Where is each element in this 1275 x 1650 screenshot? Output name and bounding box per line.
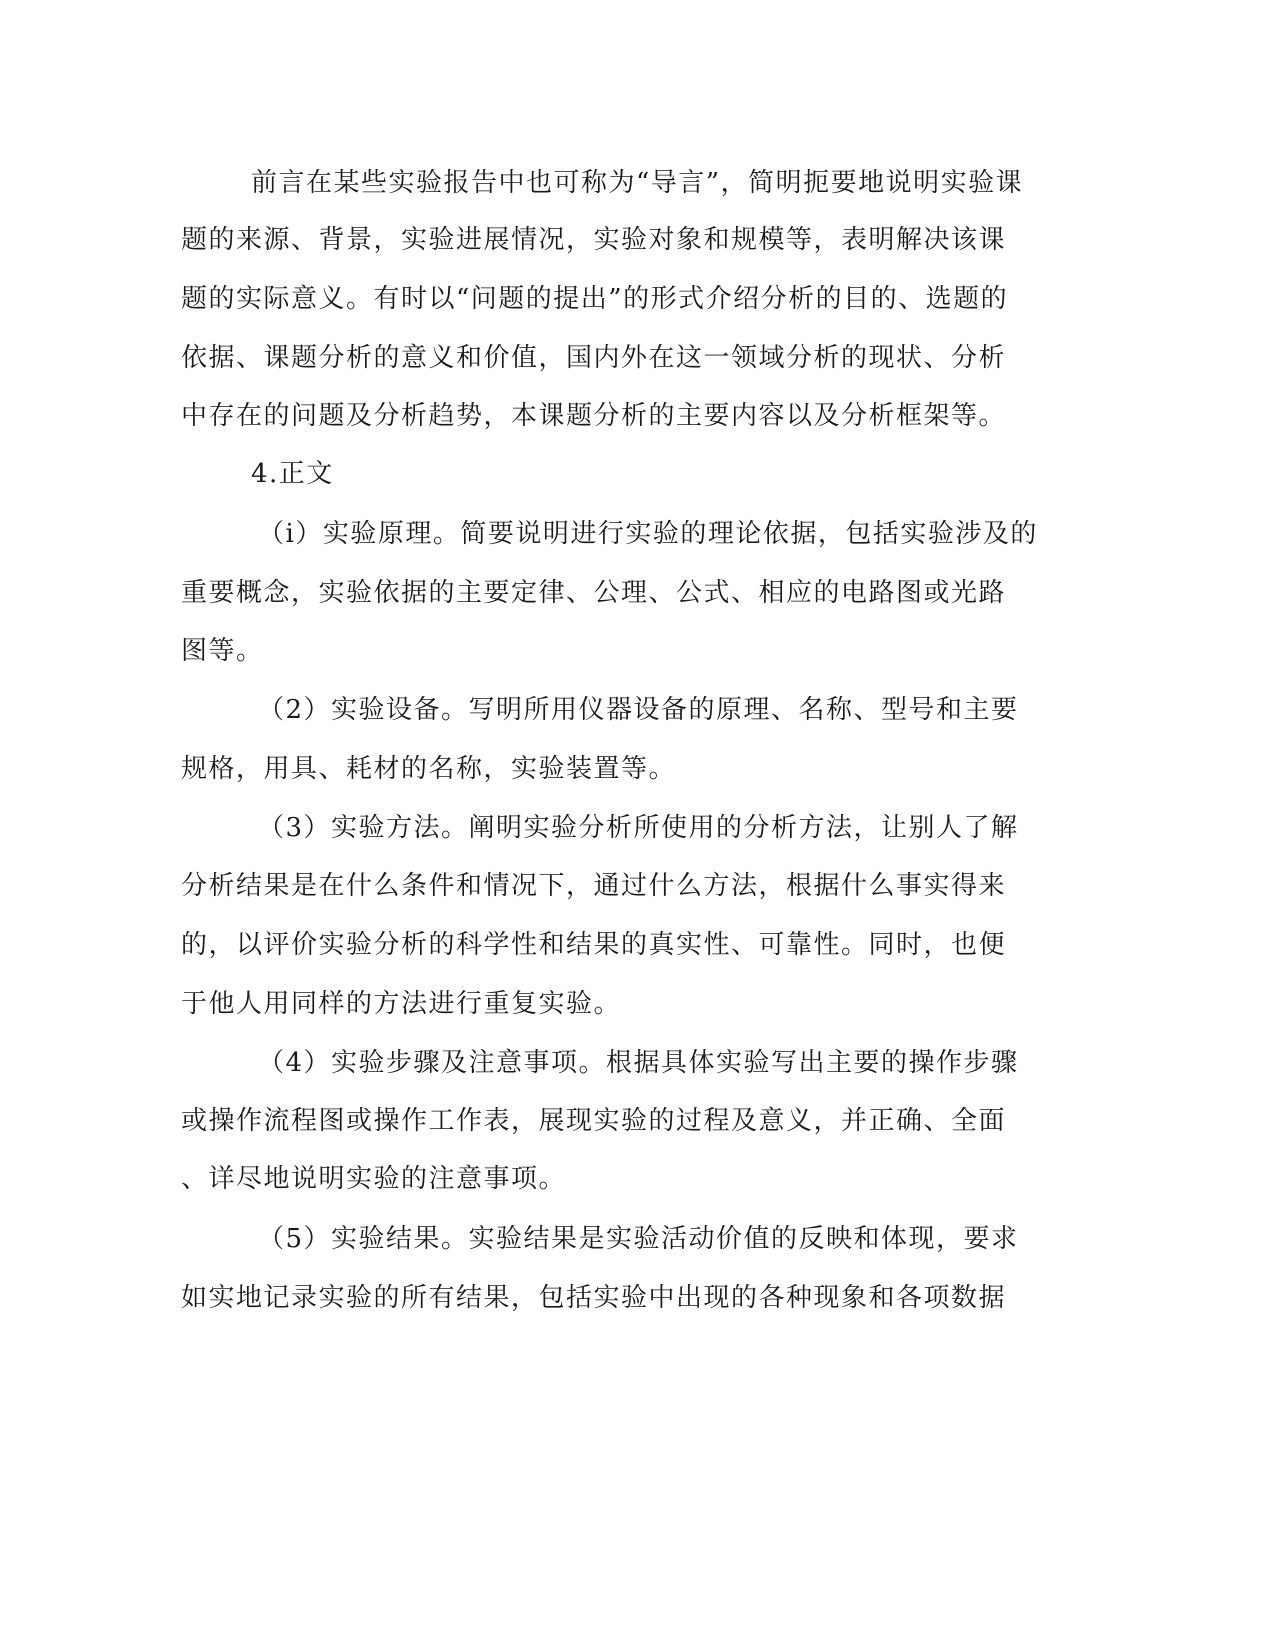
equipment-line-2: 规格，用具、耗材的名称，实验装置等。: [181, 754, 677, 784]
section-heading: 4.正文: [251, 459, 334, 489]
results-line-2: 如实地记录实验的所有结果，包括实验中出现的各种现象和各项数据: [181, 1283, 1007, 1313]
steps-line-2: 或操作流程图或操作工作表，展现实验的过程及意义，并正确、全面: [181, 1106, 1007, 1136]
preface-line-4: 依据、课题分析的意义和价值，国内外在这一领域分析的现状、分析: [181, 343, 1007, 373]
method-line-3: 的，以评价实验分析的科学性和结果的真实性、可靠性。同时，也便: [181, 930, 1007, 960]
equipment-line-1: （2）实验设备。写明所用仪器设备的原理、名称、型号和主要: [258, 695, 1019, 725]
steps-line-1: （4）实验步骤及注意事项。根据具体实验写出主要的操作步骤: [258, 1048, 1019, 1078]
method-line-1: （3）实验方法。阐明实验分析所使用的分析方法，让别人了解: [258, 813, 1019, 843]
preface-line-5: 中存在的问题及分析趋势，本课题分析的主要内容以及分析框架等。: [181, 401, 1007, 431]
preface-line-1: 前言在某些实验报告中也可称为“导言”，简明扼要地说明实验课: [251, 168, 1024, 198]
principle-line-3: 图等。: [181, 636, 264, 666]
preface-line-2: 题的来源、背景，实验进展情况，实验对象和规模等，表明解决该课: [181, 225, 1007, 255]
preface-line-3: 题的实际意义。有时以“问题的提出”的形式介绍分析的目的、选题的: [181, 284, 1009, 314]
method-line-4: 于他人用同样的方法进行重复实验。: [181, 989, 622, 1019]
principle-line-2: 重要概念，实验依据的主要定律、公理、公式、相应的电路图或光路: [181, 578, 1007, 608]
results-line-1: （5）实验结果。实验结果是实验活动价值的反映和体现，要求: [258, 1224, 1019, 1254]
method-line-2: 分析结果是在什么条件和情况下，通过什么方法，根据什么事实得来: [181, 871, 1007, 901]
principle-line-1: （i）实验原理。简要说明进行实验的理论依据，包括实验涉及的: [258, 519, 1038, 549]
steps-line-3: 、详尽地说明实验的注意事项。: [181, 1164, 567, 1194]
